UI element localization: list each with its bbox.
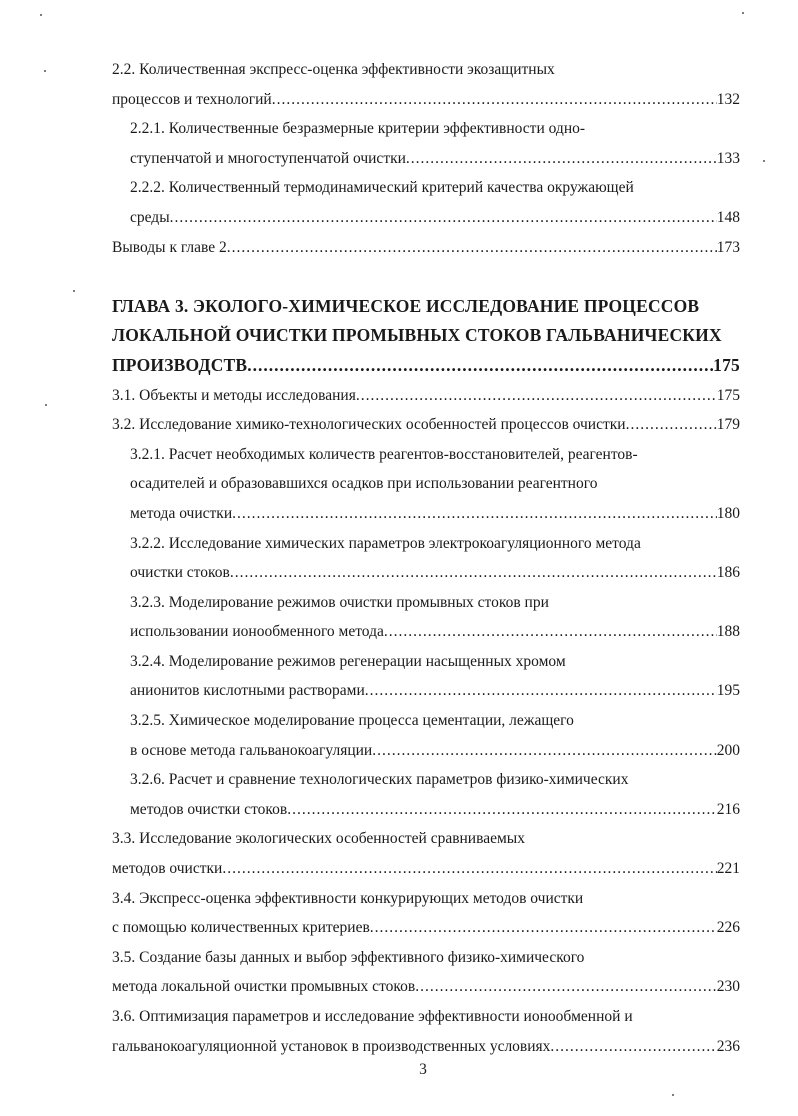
toc-entry bbox=[112, 529, 740, 588]
dot-leader bbox=[384, 617, 717, 647]
toc-entry-title: ступенчатой и многоступенчатой очистки bbox=[130, 149, 406, 167]
toc-entry bbox=[112, 55, 740, 114]
dot-leader bbox=[626, 410, 717, 440]
toc-entry-title: методов очистки bbox=[112, 860, 223, 878]
toc-entry-title: метода очистки bbox=[130, 504, 233, 522]
toc-entry-title: методов очистки стоков bbox=[130, 800, 288, 818]
toc-entry-last-line bbox=[112, 85, 740, 115]
dot-leader bbox=[370, 913, 717, 943]
toc-entry-line: 3.4. Экспресс-оценка эффективности конкурирующих методов очистки bbox=[112, 889, 584, 907]
toc-entry bbox=[112, 824, 740, 883]
toc-entry-title: с помощью количественных критериев bbox=[112, 919, 370, 937]
toc-page-number: 230 bbox=[716, 978, 740, 996]
toc-entry-title: использовании ионообменного метода bbox=[130, 623, 384, 641]
toc-entry-last-line bbox=[112, 499, 740, 529]
toc-entry-last-line bbox=[112, 913, 740, 943]
scan-speck bbox=[763, 160, 765, 162]
toc-entry-last-line bbox=[112, 676, 740, 706]
toc-page-number: 188 bbox=[716, 623, 740, 641]
toc-page-number: 175 bbox=[713, 354, 740, 375]
toc-entry-line: 3.6. Оптимизация параметров и исследование эффективности ионообменной и bbox=[112, 1008, 633, 1025]
toc-entry-line: 2.2.1. Количественные безразмерные критерии эффективности одно- bbox=[130, 120, 586, 138]
toc-entry-title: среды bbox=[130, 208, 170, 226]
toc-entry-last-line bbox=[112, 410, 740, 440]
toc-entry-line: 3.3. Исследование экологических особенностей сравниваемых bbox=[112, 830, 525, 848]
table-of-contents bbox=[112, 55, 740, 1061]
toc-entry-line: 3.2.1. Расчет необходимых количеств реагентов-восстановителей, реагентов- bbox=[130, 445, 638, 463]
toc-entry-title: очистки стоков bbox=[130, 564, 230, 582]
toc-entry-last-line bbox=[112, 351, 740, 381]
dot-leader bbox=[230, 558, 717, 588]
scan-speck bbox=[73, 290, 75, 292]
toc-page-number: 175 bbox=[716, 386, 740, 404]
toc-entry bbox=[112, 884, 740, 943]
toc-entry-title: анионитов кислотными растворами bbox=[130, 682, 365, 700]
toc-entry-line: ГЛАВА 3. ЭКОЛОГО-ХИМИЧЕСКОЕ ИССЛЕДОВАНИЕ ПРОЦЕССОВ bbox=[112, 295, 700, 316]
toc-entry-title: в основе метода гальванокоагуляции bbox=[130, 741, 373, 759]
toc-entry-last-line bbox=[112, 736, 740, 766]
toc-entry-line: 3.2.2. Исследование химических параметров электрокоагуляционного метода bbox=[130, 534, 641, 552]
dot-leader bbox=[222, 854, 716, 884]
toc-entry-last-line bbox=[112, 972, 740, 1002]
chapter-heading-entry bbox=[112, 292, 740, 381]
toc-entry-line: 3.2.6. Расчет и сравнение технологических параметров физико-химических bbox=[130, 771, 629, 789]
page-number: 3 bbox=[419, 1061, 427, 1078]
dot-leader bbox=[356, 381, 717, 411]
dot-leader bbox=[287, 795, 717, 825]
toc-entry bbox=[112, 381, 740, 411]
toc-entry-last-line bbox=[112, 144, 740, 174]
toc-page-number: 133 bbox=[716, 149, 740, 167]
toc-page-number: 236 bbox=[716, 1037, 740, 1055]
toc-entry-line: 3.2.4. Моделирование режимов регенерации насыщенных хромом bbox=[130, 652, 566, 670]
toc-entry-line: 2.2.2. Количественный термодинамический критерий качества окружающей bbox=[130, 179, 634, 197]
toc-entry-line: 3.2.3. Моделирование режимов очистки промывных стоков при bbox=[130, 593, 549, 611]
dot-leader bbox=[227, 233, 717, 263]
toc-entry bbox=[112, 647, 740, 706]
toc-entry-title: 3.2. Исследование химико-технологических особенностей процессов очистки bbox=[112, 416, 626, 434]
dot-leader bbox=[406, 144, 717, 174]
dot-leader bbox=[170, 203, 717, 233]
toc-entry-line: 2.2. Количественная экспресс-оценка эффективности экозащитных bbox=[112, 61, 555, 78]
toc-entry-title: гальванокоагуляционной установок в производственных условиях bbox=[112, 1037, 551, 1055]
toc-entry-line: 3.5. Создание базы данных и выбор эффективного физико-химического bbox=[112, 948, 585, 966]
toc-entry bbox=[112, 233, 740, 263]
toc-page-number: 173 bbox=[716, 238, 740, 256]
toc-entry-line: 3.2.5. Химическое моделирование процесса цементации, лежащего bbox=[130, 712, 574, 730]
toc-entry bbox=[112, 410, 740, 440]
toc-entry bbox=[112, 440, 740, 529]
toc-page-number: 186 bbox=[716, 564, 740, 582]
scan-speck bbox=[40, 14, 42, 16]
spacer bbox=[112, 262, 740, 292]
dot-leader bbox=[365, 676, 717, 706]
scan-speck bbox=[44, 70, 46, 72]
toc-entry-last-line bbox=[112, 558, 740, 588]
toc-page-number: 180 bbox=[716, 504, 740, 522]
toc-page-number: 148 bbox=[716, 208, 740, 226]
toc-entry-last-line bbox=[112, 381, 740, 411]
toc-entry-last-line bbox=[112, 233, 740, 263]
toc-entry bbox=[112, 114, 740, 173]
toc-entry-title: 3.1. Объекты и методы исследования bbox=[112, 386, 356, 404]
dot-leader bbox=[372, 736, 717, 766]
toc-entry-last-line bbox=[112, 854, 740, 884]
dot-leader bbox=[247, 351, 713, 381]
dot-leader bbox=[415, 972, 717, 1002]
toc-page-number: 195 bbox=[716, 682, 740, 700]
toc-page-number: 179 bbox=[716, 416, 740, 434]
dot-leader bbox=[232, 499, 717, 529]
toc-page-number: 221 bbox=[716, 860, 740, 878]
toc-entry-line: ЛОКАЛЬНОЙ ОЧИСТКИ ПРОМЫВНЫХ СТОКОВ ГАЛЬВАНИЧЕСКИХ bbox=[112, 325, 722, 346]
dot-leader bbox=[272, 85, 717, 115]
toc-entry bbox=[112, 173, 740, 232]
toc-entry-last-line bbox=[112, 203, 740, 233]
toc-entry bbox=[112, 1002, 740, 1061]
toc-page-number: 216 bbox=[716, 800, 740, 818]
toc-page-number: 132 bbox=[716, 90, 740, 108]
toc-entry-title: процессов и технологий bbox=[112, 90, 272, 108]
toc-page-number: 200 bbox=[716, 741, 740, 759]
toc-entry-title: Выводы к главе 2 bbox=[112, 238, 227, 256]
toc-entry-last-line bbox=[112, 795, 740, 825]
scan-speck bbox=[45, 404, 47, 406]
scan-speck bbox=[742, 12, 744, 14]
toc-page-number: 226 bbox=[716, 919, 740, 937]
toc-entry-last-line bbox=[112, 617, 740, 647]
toc-entry-title: ПРОИЗВОДСТВ bbox=[112, 354, 248, 375]
toc-entry bbox=[112, 943, 740, 1002]
toc-entry bbox=[112, 765, 740, 824]
toc-entry bbox=[112, 588, 740, 647]
toc-entry-title: метода локальной очистки промывных стоков bbox=[112, 978, 416, 996]
toc-entry-line: осадителей и образовавшихся осадков при использовании реагентного bbox=[130, 475, 598, 493]
toc-entry-last-line bbox=[112, 1032, 740, 1062]
dot-leader bbox=[550, 1032, 716, 1062]
scan-speck bbox=[672, 1094, 674, 1096]
toc-entry bbox=[112, 706, 740, 765]
